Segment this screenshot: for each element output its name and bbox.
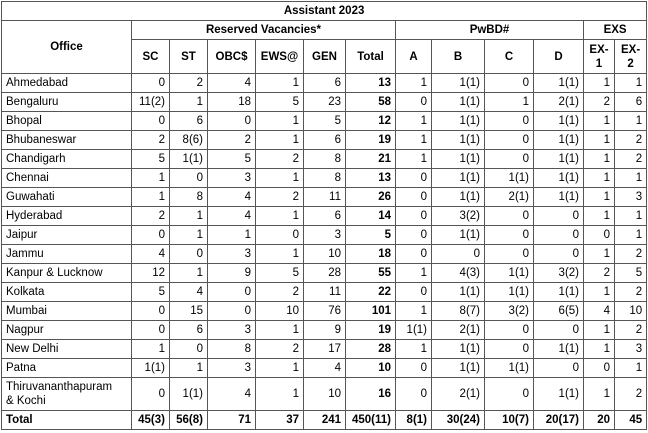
column-header: A [396, 40, 432, 74]
table-cell: 3 [208, 169, 256, 188]
table-row [2, 188, 647, 207]
office-name: Patna [2, 359, 132, 378]
table-cell: 19 [346, 321, 396, 340]
table-cell: 0 [485, 131, 534, 150]
table-cell: 0 [396, 169, 432, 188]
table-cell: 21 [346, 150, 396, 169]
office-name: New Delhi [2, 340, 132, 359]
table-cell: 0 [132, 112, 170, 131]
table-cell: 1 [615, 74, 647, 93]
table-row [2, 207, 647, 226]
table-cell: 1 [584, 188, 615, 207]
table-row [2, 93, 647, 112]
table-row [2, 321, 647, 340]
table-cell: 10 [346, 359, 396, 378]
table-cell: 0 [396, 245, 432, 264]
table-cell: 8 [304, 150, 346, 169]
table-cell: 241 [304, 411, 346, 430]
column-header: EX- 1 [584, 40, 615, 74]
table-cell: 5 [346, 226, 396, 245]
table-cell: 0 [485, 378, 534, 411]
table-cell: 2 [615, 150, 647, 169]
table-cell: 8(1) [396, 411, 432, 430]
table-cell: 2 [584, 264, 615, 283]
table-cell: 1 [256, 169, 304, 188]
table-cell: 0 [396, 93, 432, 112]
table-cell: 2 [132, 207, 170, 226]
header-exs: EXS [584, 21, 647, 40]
column-header: GEN [304, 40, 346, 74]
table-cell: 1(1) [432, 169, 485, 188]
table-cell: 0 [208, 112, 256, 131]
table-cell: 3 [208, 245, 256, 264]
table-cell: 1 [396, 150, 432, 169]
table-cell: 1 [584, 169, 615, 188]
table-cell: 12 [132, 264, 170, 283]
table-row [2, 283, 647, 302]
table-row [2, 226, 647, 245]
office-name: Bhubaneswar [2, 131, 132, 150]
table-cell: 16 [346, 378, 396, 411]
table-row [2, 359, 647, 378]
table-cell: 1(1) [485, 283, 534, 302]
table-cell: 0 [132, 321, 170, 340]
table-cell: 0 [485, 207, 534, 226]
table-cell: 11 [304, 283, 346, 302]
table-cell: 8(7) [432, 302, 485, 321]
table-cell: 450(11) [346, 411, 396, 430]
table-cell: 0 [396, 378, 432, 411]
office-name: Chennai [2, 169, 132, 188]
column-header: SC [132, 40, 170, 74]
table-cell: 15 [170, 302, 208, 321]
table-cell: 23 [304, 93, 346, 112]
table-cell: 3(2) [432, 207, 485, 226]
table-row [2, 378, 647, 411]
office-name: Chandigarh [2, 150, 132, 169]
table-row [2, 340, 647, 359]
table-cell: 8 [304, 169, 346, 188]
table-cell: 1 [132, 169, 170, 188]
table-cell: 2(1) [432, 378, 485, 411]
table-cell: 6 [615, 93, 647, 112]
table-cell: 45 [615, 411, 647, 430]
column-header: C [485, 40, 534, 74]
table-cell: 0 [534, 359, 584, 378]
table-cell: 5 [615, 264, 647, 283]
office-name: Hyderabad [2, 207, 132, 226]
table-cell: 11 [304, 188, 346, 207]
table-cell: 8 [208, 340, 256, 359]
table-cell: 14 [346, 207, 396, 226]
table-cell: 0 [534, 207, 584, 226]
office-name: Mumbai [2, 302, 132, 321]
table-cell: 1 [256, 378, 304, 411]
table-cell: 0 [396, 283, 432, 302]
table-cell: 2 [256, 150, 304, 169]
table-cell: 1 [584, 112, 615, 131]
office-name: Ahmedabad [2, 74, 132, 93]
table-row [2, 302, 647, 321]
table-cell: 0 [208, 283, 256, 302]
table-cell: 2 [132, 131, 170, 150]
table-cell: 5 [208, 150, 256, 169]
table-cell: 0 [132, 74, 170, 93]
table-cell: 1 [170, 264, 208, 283]
table-cell: 1(1) [534, 150, 584, 169]
table-cell: 1(1) [396, 321, 432, 340]
table-cell: 1 [396, 340, 432, 359]
table-cell: 26 [346, 188, 396, 207]
table-cell: 1 [256, 207, 304, 226]
column-header: EWS@ [256, 40, 304, 74]
column-header: B [432, 40, 485, 74]
table-cell: 1(1) [170, 150, 208, 169]
office-name: Kanpur & Lucknow [2, 264, 132, 283]
table-cell: 6 [304, 131, 346, 150]
table-cell: 0 [208, 302, 256, 321]
table-cell: 1(1) [534, 131, 584, 150]
table-cell: 2 [256, 283, 304, 302]
table-cell: 1 [256, 359, 304, 378]
table-cell: 1 [584, 245, 615, 264]
table-cell: 1 [615, 169, 647, 188]
table-cell: 1(1) [485, 359, 534, 378]
table-cell: 4(3) [432, 264, 485, 283]
table-cell: 1 [132, 188, 170, 207]
table-cell: 30(24) [432, 411, 485, 430]
table-cell: 2(1) [432, 321, 485, 340]
table-cell: 0 [396, 188, 432, 207]
table-cell: 11(2) [132, 93, 170, 112]
table-cell: 19 [346, 131, 396, 150]
office-name: Thiruvananthapuram & Kochi [2, 378, 132, 411]
table-cell: 1(1) [432, 359, 485, 378]
table-cell: 1(1) [432, 74, 485, 93]
table-cell: 1 [584, 321, 615, 340]
table-row [2, 112, 647, 131]
table-cell: 28 [346, 340, 396, 359]
table-cell: 20(17) [534, 411, 584, 430]
table-cell: 1(1) [432, 131, 485, 150]
table-cell: 4 [170, 283, 208, 302]
table-cell: 1(1) [432, 112, 485, 131]
table-cell: 0 [170, 340, 208, 359]
table-cell: 1(1) [432, 283, 485, 302]
table-cell: 1(1) [432, 226, 485, 245]
office-name: Nagpur [2, 321, 132, 340]
table-cell: 56(8) [170, 411, 208, 430]
table-cell: 1 [170, 359, 208, 378]
table-cell: 1(1) [534, 378, 584, 411]
table-cell: 1(1) [534, 188, 584, 207]
table-cell: 20 [584, 411, 615, 430]
table-cell: 1 [615, 226, 647, 245]
table-cell: 6 [304, 207, 346, 226]
table-cell: 5 [304, 112, 346, 131]
table-cell: 1 [132, 340, 170, 359]
table-cell: 0 [396, 207, 432, 226]
vacancy-table [1, 1, 647, 430]
table-cell: 6 [170, 112, 208, 131]
table-cell: 1 [584, 207, 615, 226]
table-cell: 4 [208, 207, 256, 226]
table-cell: 1 [170, 207, 208, 226]
table-cell: 4 [208, 378, 256, 411]
table-cell: 55 [346, 264, 396, 283]
table-cell: 0 [534, 245, 584, 264]
column-header: Total [346, 40, 396, 74]
table-cell: 37 [256, 411, 304, 430]
table-cell: 2 [584, 93, 615, 112]
table-cell: 0 [485, 226, 534, 245]
table-cell: 0 [485, 245, 534, 264]
table-cell: 5 [256, 93, 304, 112]
table-cell: 1(1) [534, 74, 584, 93]
table-cell: 1 [584, 74, 615, 93]
table-cell: 2 [208, 131, 256, 150]
table-cell: 0 [485, 340, 534, 359]
table-cell: 0 [584, 226, 615, 245]
table-cell: 1 [170, 93, 208, 112]
table-cell: 1 [615, 207, 647, 226]
table-cell: 1 [208, 226, 256, 245]
table-cell: 2 [615, 378, 647, 411]
table-cell: 10(7) [485, 411, 534, 430]
table-cell: 4 [208, 188, 256, 207]
table-cell: 6(5) [534, 302, 584, 321]
table-cell: 0 [485, 74, 534, 93]
table-cell: 0 [534, 226, 584, 245]
table-row [2, 150, 647, 169]
table-row [2, 131, 647, 150]
table-cell: 101 [346, 302, 396, 321]
table-cell: 2(1) [534, 93, 584, 112]
table-cell: 0 [485, 150, 534, 169]
table-cell: 8 [170, 188, 208, 207]
table-cell: 3(2) [485, 302, 534, 321]
table-cell: 1 [584, 340, 615, 359]
table-cell: 0 [170, 169, 208, 188]
table-cell: 2 [256, 340, 304, 359]
table-cell: 1(1) [534, 283, 584, 302]
table-cell: 58 [346, 93, 396, 112]
table-cell: 0 [170, 245, 208, 264]
column-header: ST [170, 40, 208, 74]
office-name: Bengaluru [2, 93, 132, 112]
table-cell: 2 [615, 131, 647, 150]
table-cell: 10 [615, 302, 647, 321]
table-cell: 17 [304, 340, 346, 359]
header-office: Office [2, 21, 132, 74]
table-cell: 5 [132, 150, 170, 169]
table-cell: 1(1) [534, 169, 584, 188]
table-cell: 1(1) [485, 169, 534, 188]
table-cell: 1 [170, 226, 208, 245]
table-cell: 3 [615, 188, 647, 207]
table-cell: 0 [432, 245, 485, 264]
table-cell: 1 [396, 264, 432, 283]
table-cell: 1 [584, 378, 615, 411]
table-cell: 0 [396, 226, 432, 245]
office-name: Jammu [2, 245, 132, 264]
table-cell: 1 [256, 112, 304, 131]
table-cell: 2 [615, 283, 647, 302]
table-cell: 1 [396, 302, 432, 321]
table-cell: 0 [132, 302, 170, 321]
table-cell: 1 [584, 150, 615, 169]
table-cell: 2 [615, 245, 647, 264]
table-cell: 3 [304, 226, 346, 245]
table-cell: 1(1) [485, 264, 534, 283]
table-cell: 3(2) [534, 264, 584, 283]
table-cell: 10 [304, 378, 346, 411]
table-cell: 1(1) [132, 359, 170, 378]
table-cell: 1(1) [432, 150, 485, 169]
column-header: D [534, 40, 584, 74]
table-cell: 3 [208, 321, 256, 340]
table-cell: 1 [396, 112, 432, 131]
table-cell: 3 [615, 340, 647, 359]
column-header: OBC$ [208, 40, 256, 74]
table-body [2, 74, 647, 430]
table-cell: 1 [396, 131, 432, 150]
table-cell: 18 [208, 93, 256, 112]
table-cell: 1 [615, 112, 647, 131]
table-cell: 2(1) [485, 188, 534, 207]
table-cell: 3 [208, 359, 256, 378]
table-cell: 2 [615, 321, 647, 340]
table-cell: 71 [208, 411, 256, 430]
office-name: Bhopal [2, 112, 132, 131]
table-cell: 1 [584, 283, 615, 302]
table-cell: 9 [208, 264, 256, 283]
office-name: Guwahati [2, 188, 132, 207]
total-label: Total [2, 411, 132, 430]
table-cell: 4 [208, 74, 256, 93]
table-cell: 4 [584, 302, 615, 321]
table-cell: 1(1) [432, 340, 485, 359]
table-cell: 12 [346, 112, 396, 131]
table-cell: 1 [256, 74, 304, 93]
table-cell: 1(1) [170, 378, 208, 411]
table-cell: 5 [132, 283, 170, 302]
table-cell: 1 [256, 245, 304, 264]
table-title: Assistant 2023 [2, 2, 647, 21]
table-cell: 2 [170, 74, 208, 93]
office-name: Jaipur [2, 226, 132, 245]
table-cell: 10 [304, 245, 346, 264]
table-cell: 1 [256, 321, 304, 340]
table-cell: 1 [256, 131, 304, 150]
table-cell: 28 [304, 264, 346, 283]
table-cell: 1(1) [534, 340, 584, 359]
table-cell: 0 [132, 378, 170, 411]
table-cell: 1(1) [534, 112, 584, 131]
table-row [2, 264, 647, 283]
table-cell: 0 [485, 112, 534, 131]
table-cell: 1(1) [432, 93, 485, 112]
header-pwbd: PwBD# [396, 21, 584, 40]
table-cell: 13 [346, 74, 396, 93]
table-row [2, 74, 647, 93]
table-cell: 8(6) [170, 131, 208, 150]
table-cell: 0 [396, 359, 432, 378]
table-cell: 0 [485, 321, 534, 340]
table-cell: 0 [534, 321, 584, 340]
table-cell: 1 [485, 93, 534, 112]
table-cell: 0 [256, 226, 304, 245]
table-cell: 4 [304, 359, 346, 378]
header-reserved-vacancies: Reserved Vacancies* [132, 21, 396, 40]
table-cell: 1 [584, 131, 615, 150]
table-cell: 45(3) [132, 411, 170, 430]
table-cell: 9 [304, 321, 346, 340]
office-name: Kolkata [2, 283, 132, 302]
column-header: EX- 2 [615, 40, 647, 74]
table-cell: 0 [132, 226, 170, 245]
table-cell: 1 [396, 74, 432, 93]
table-cell: 6 [304, 74, 346, 93]
table-cell: 18 [346, 245, 396, 264]
table-cell: 1 [615, 359, 647, 378]
table-cell: 10 [256, 302, 304, 321]
table-cell: 0 [584, 359, 615, 378]
table-cell: 22 [346, 283, 396, 302]
table-cell: 1(1) [432, 188, 485, 207]
table-row [2, 169, 647, 188]
table-cell: 2 [256, 188, 304, 207]
table-cell: 4 [132, 245, 170, 264]
table-row [2, 245, 647, 264]
total-row [2, 411, 647, 430]
table-cell: 13 [346, 169, 396, 188]
table-cell: 6 [170, 321, 208, 340]
table-cell: 5 [256, 264, 304, 283]
table-cell: 76 [304, 302, 346, 321]
